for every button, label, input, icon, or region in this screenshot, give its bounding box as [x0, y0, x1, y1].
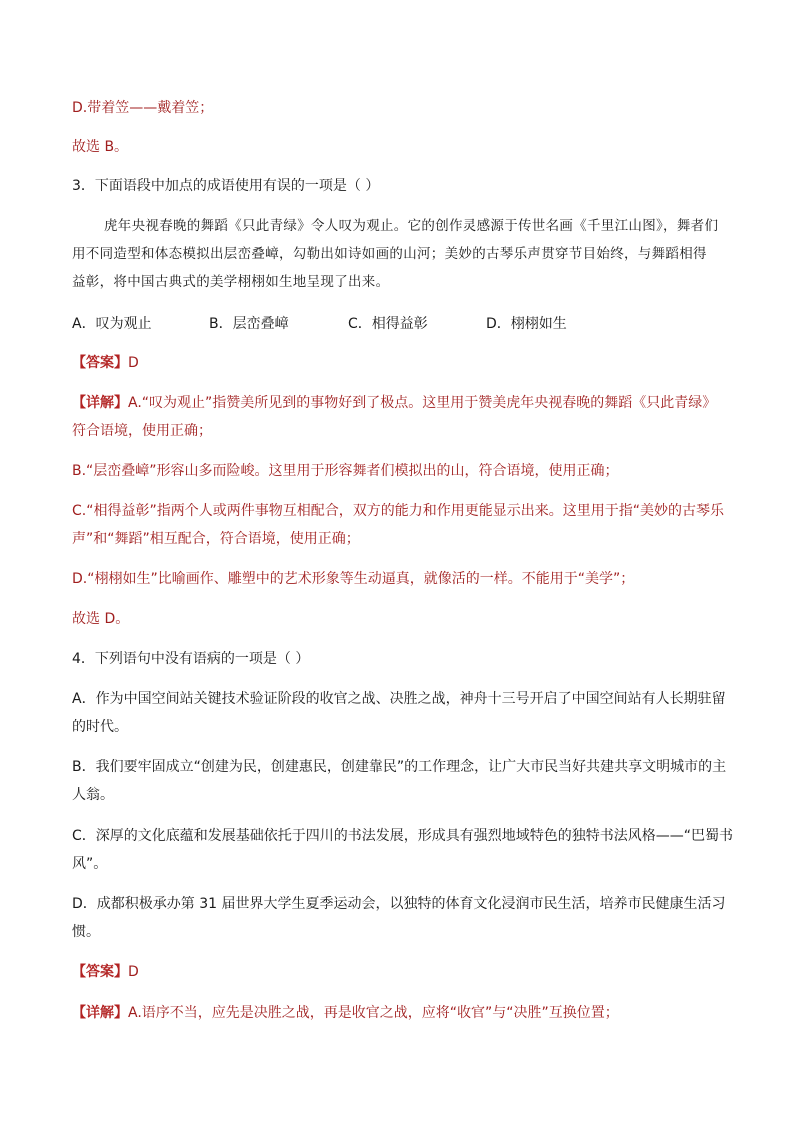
q3-option-d: D．栩栩如生: [486, 316, 567, 332]
q3-passage-line-3: 益彰，将中国古典式的美学栩栩如生地呈现了出来。: [72, 274, 390, 290]
q4-option-c: C．深厚的文化底蕴和发展基础依托于四川的书法发展，形成具有强烈地域特色的独特书法风格——“巴蜀书: [72, 828, 734, 844]
q3-conclusion: 故选 D。: [72, 611, 130, 627]
q3-detail-a: [72, 393, 732, 413]
detail-tag: 【详解】: [72, 1005, 128, 1021]
q3-option-a: A．叹为观止: [72, 316, 152, 332]
q3-detail-a-text: A.“叹为观止”指赞美所见到的事物好到了极点。这里用于赞美虎年央视春晚的舞蹈《只此青绿》: [128, 395, 717, 411]
q3-answer: [72, 353, 732, 373]
q3-passage-line-1: 虎年央视春晚的舞蹈《只此青绿》令人叹为观止。它的创作灵感源于传世名画《千里江山图》，舞者们: [104, 218, 719, 234]
q4-detail-a-text: A.语序不当，应先是决胜之战，再是收官之战，应将“收官”与“决胜”互换位置；: [128, 1005, 619, 1021]
q4-option-b-cont: 人翁。: [72, 787, 114, 803]
q3-stem: 3．下面语段中加点的成语使用有误的一项是（ ）: [72, 178, 380, 194]
prev-detail-d: D.带着笠——戴着笠；: [72, 100, 214, 116]
prev-conclusion: 故选 B。: [72, 139, 129, 155]
q4-stem: 4．下列语句中没有语病的一项是（ ）: [72, 651, 310, 667]
q3-passage-line-2: 用不同造型和体态模拟出层峦叠嶂，勾勒出如诗如画的山河；美妙的古琴乐声贯穿节目始终，与舞蹈相得: [72, 246, 707, 262]
q3-option-b: B．层峦叠嶂: [209, 316, 289, 332]
q4-option-c-cont: 风”。: [72, 856, 108, 872]
q3-detail-c-cont: 声”和“舞蹈”相互配合，符合语境，使用正确；: [72, 531, 360, 547]
answer-value: D: [128, 964, 139, 980]
q4-option-b: B．我们要牢固成立“创建为民，创建惠民，创建靠民”的工作理念，让广大市民当好共建共享文明城市的主: [72, 759, 727, 775]
answer-tag: 【答案】: [72, 964, 128, 980]
q3-detail-d: D.“栩栩如生”比喻画作、雕塑中的艺术形象等生动逼真，就像活的一样。不能用于“美学”；: [72, 571, 635, 587]
q4-detail-a: [72, 1003, 732, 1023]
q3-option-c: C．相得益彰: [348, 316, 428, 332]
q4-option-d-cont: 惯。: [72, 924, 100, 940]
detail-tag: 【详解】: [72, 395, 128, 411]
q3-detail-c: C.“相得益彰”指两个人或两件事物互相配合，双方的能力和作用更能显示出来。这里用于指“美妙的古琴乐: [72, 503, 724, 519]
answer-value: D: [128, 355, 139, 371]
q3-detail-a-cont: 符合语境，使用正确；: [72, 423, 212, 439]
q4-option-a: A．作为中国空间站关键技术验证阶段的收官之战、决胜之战，神舟十三号开启了中国空间站有人长期驻留: [72, 691, 726, 707]
q3-detail-b: B.“层峦叠嶂”形容山多而险峻。这里用于形容舞者们模拟出的山，符合语境，使用正确；: [72, 463, 619, 479]
q4-option-a-cont: 的时代。: [72, 719, 128, 735]
q4-option-d: D．成都积极承办第 31 届世界大学生夏季运动会，以独特的体育文化浸润市民生活，培养市民健康生活习: [72, 896, 726, 912]
answer-tag: 【答案】: [72, 355, 128, 371]
q4-answer: [72, 962, 732, 982]
